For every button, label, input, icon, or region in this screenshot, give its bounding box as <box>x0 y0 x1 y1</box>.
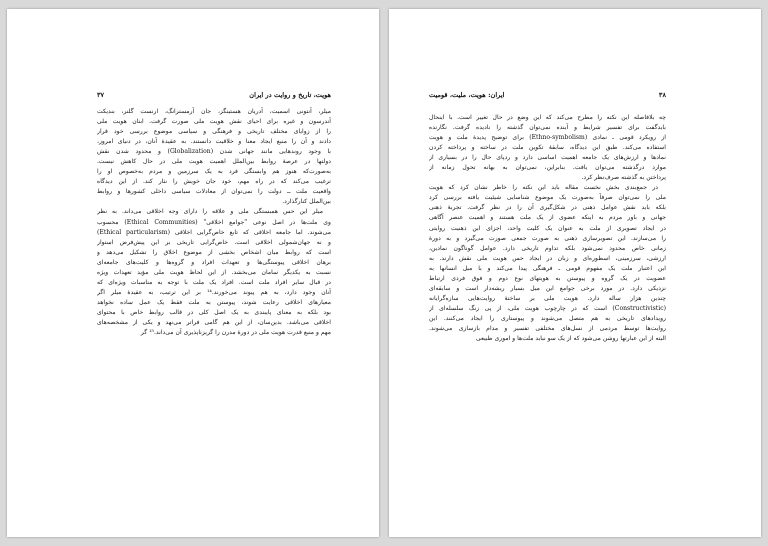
text-line: اخلاقی می‌باشد. بدین‌سان، از این هم گامی فراتر می‌نهد و یکی از مشخصه‌های <box>97 318 331 326</box>
text-line: آندرسون و غیره برای احیای نقش هویت ملی صورت گرفت. ابنان هویت ملی <box>97 118 331 126</box>
text-line: وی ملت‌ها در اصل نوعی "جوامع اخلاقی" (Ethical Communities) محسوب <box>97 218 331 226</box>
text-line: را از زوایای مختلف تاریخی و فرهنگی و سیاسی موضوع بررسی خود قرار <box>97 128 331 136</box>
text-line: معیارهای اخلاقی رعایت شوند، پیوستن به ملت فقط یک عمل ساده نخواهد <box>97 298 331 306</box>
text-line: در جمع‌بندی بخش نخست مقاله باید این نکته را خاطر نشان کرد که هویت <box>429 184 658 192</box>
right-running-title: ایران: هویت، ملیت، قومیت <box>429 91 505 99</box>
left-running-title: هویت، تاریخ و روایت در ایران <box>249 91 331 99</box>
text-line: را می‌سازند. این تصویرسازی ذهنی به صورت جمعی صورت می‌گیرد و به دورهٔ <box>429 234 666 242</box>
text-line: (Constructivistic) است که در چارچوب هویت ملی، از پی زنگ سلسله‌ای از <box>429 304 666 312</box>
text-line: بایدگفت برای تفسیر شرایط و آینده نمی‌توان گذشته را نادیده گرفت. نگارنده <box>429 124 666 132</box>
text-line: در قبال سایر افراد ملت است. افراد یک ملت با توجه به مناسبات ویژه‌ای که <box>97 278 331 286</box>
right-running-header <box>429 91 666 99</box>
text-line: استفاده می‌کند. طبق این دیدگاه، سابقهٔ تکوین ملت در ساخته و پرداخته کردن <box>429 144 666 152</box>
text-line: برهان اخلاقی پیوستگی‌ها و تعهدات افراد و گروه‌ها و کلیت‌های جامعه‌ای <box>97 258 331 266</box>
text-line: ملی را نمی‌توان صرفاً به‌صورت یک موضوع شناسایی شیئیت یافته بررسی کرد <box>429 194 666 202</box>
text-line: زمانی خاص محدود نمی‌شود بلکه تداوم تاریخی دارد. عوامل گوناگون نمادین، <box>429 244 666 252</box>
text-line: نمادها و ارزش‌های یک جامعه اهمیت اساسی دارد و ردپای حال را در بسیاری از <box>429 154 666 162</box>
text-line: بود بلکه به معنای پایبندی به یک اصل کلی در قالب روابط خاص با محتوای <box>97 308 331 316</box>
text-line: با وجود روندهایی مانند جهانی شدن (Globalization) و محدود شدن نقش <box>97 148 331 156</box>
text-line: مهم و منبع قدرت هویت ملی در دورهٔ مدرن را گریزناپذیری آن می‌داند.¹⁵ گر <box>140 329 331 337</box>
text-line: ارزشی، سرزمینی، اسطوره‌ای و زبان در ایجاد حس هویت ملی نقش دارند. به <box>429 254 666 262</box>
text-line: رویدادهای تاریخی به هم متصل می‌شوند و پیوستاری را ایجاد می‌کنند. این <box>429 314 666 322</box>
text-line: آنان وجود دارد، به هم پیوند می‌خورند.¹⁴ بر این ترتیب، به عقیدهٔ میلر اگر <box>97 288 331 296</box>
text-line: ترغیب می‌کند که در راه مهم، خود جان خویش را نثار کند. از این دیدگاه <box>97 178 331 186</box>
text-line: میلر، آنتونی اسمیت، آدریان هستینگز، جان آرمسترانگ، ارنست گلنر، بندیکت <box>97 108 331 115</box>
text-line: نزدیکی دارد. در مورد برخی جوامع این میل بسیار ریشه‌دار است و سابقه‌ای <box>429 284 666 292</box>
text-line: بلکه باید نقش عوامل ذهنی در شکل‌گیری آن را در نظر گرفت. تجربهٔ ذهنی <box>429 204 666 212</box>
text-line: پرداختن به گذشته صرف‌نظر کرد. <box>581 174 666 182</box>
text-line: موارد درگذشته می‌توان یافت. بنابراین، نمی‌توان به بهانه تحول زمانه از <box>429 164 666 172</box>
text-line: از رویکرد قومی ـ نمادی (Ethno-symbolism) برای توضیح پدیدهٔ ملت و هویت <box>429 134 666 142</box>
text-line: جهانی و باور مردم به اینکه عضوی از یک ملت هستند و اهمیت عنصر آگاهی <box>429 214 666 222</box>
text-line: روایت‌ها توسط مردمی از نسل‌های مختلفی تفسیر و مدام بازسازی می‌شوند. <box>429 324 666 332</box>
text-line: بین‌الملل کنارگذارد. <box>282 198 331 206</box>
right-page <box>389 9 761 537</box>
text-line: است که روابط میان اشخاص بخشی از موضوع اخلاق را تشکیل می‌دهد و <box>97 248 331 256</box>
text-line: دولتها در عرصهٔ روابط بین‌الملل اهمیت هویت ملی در حال کاهش نیست. <box>97 158 331 166</box>
text-line: در ایجاد تصویری از ملت به عنوان یک کلیت واحد، اجزای این ذهنیت روایتی <box>429 224 666 232</box>
text-line: عضویت در یک گروه و پیوستن به هویتهای نوع دوم و فوق فردی ارتباط <box>429 274 666 282</box>
text-line: چندین هزار ساله دارد. هویت ملی بر ساختهٔ روایت‌هایی سازه‌گرایانه <box>429 294 666 302</box>
text-line: می‌شوند. اما جامعه اخلاقی که تابع خاص‌گرایی اخلاقی (Ethical particularism) <box>97 228 331 236</box>
text-line: نسبت به یکدیگر سامان می‌بخشد. از این لحاظ هویت ملی مؤید تعهدات ویژه <box>97 268 331 276</box>
text-line: دادند و آن را منبع ایجاد معنا و خلاقیت دانستند. به عقیدهٔ آنان، در دنیای امروز، <box>97 138 331 146</box>
right-page-number: ۳۸ <box>658 91 666 99</box>
right-page-body <box>429 113 666 477</box>
left-running-header <box>97 91 331 99</box>
text-line: به‌صورت‌که هنوز هم وابستگی فرد به یک سرزمین و مردم به‌خصوص او را <box>97 168 331 176</box>
text-line: چه بلافاصله این نکته را مطرح می‌کند که این وضع در حال تغییر است. با اینحال <box>429 114 666 121</box>
text-line: واقعیت ملت ــ دولت را نمی‌توان از معادلات سیاسی داخلی کشورها و روابط <box>97 188 331 196</box>
text-line: این اعتبار ملت یک مفهوم قومی ـ فرهنگی پیدا می‌کند و با میل انسانها به <box>429 264 666 272</box>
left-page <box>7 9 379 537</box>
left-page-number: ۳۷ <box>97 91 105 99</box>
left-page-body <box>97 107 331 477</box>
text-line: و نه جهان‌شمولی اخلاقی است. خاص‌گرایی تاریخی بر این پیش‌فرض استوار <box>97 238 331 246</box>
text-line: میلر این حس همبستگی ملی و علاقه را دارای وجه اخلاقی می‌داند. به نظر <box>97 208 323 216</box>
text-line: البته از این عبارتها روشن می‌شود که از یک سو نباید ملت‌ها و اموری طبیعی <box>476 335 666 343</box>
